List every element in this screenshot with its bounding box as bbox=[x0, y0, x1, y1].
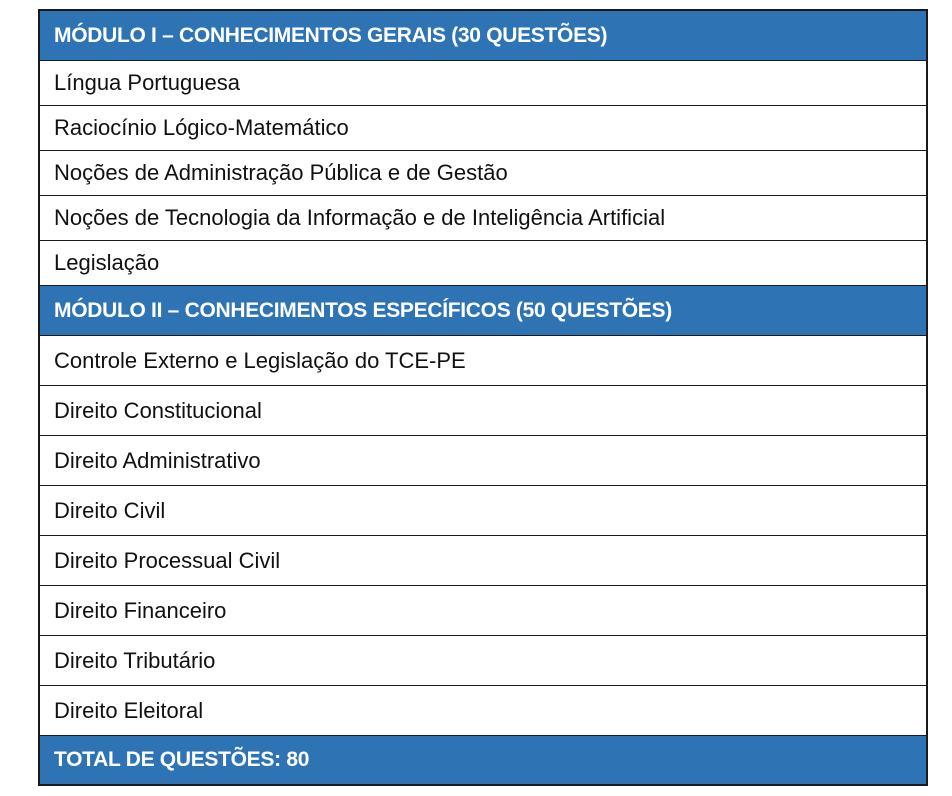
subject-row: Raciocínio Lógico-Matemático bbox=[40, 105, 926, 150]
subject-row: Direito Civil bbox=[40, 485, 926, 535]
subject-row: Controle Externo e Legislação do TCE-PE bbox=[40, 335, 926, 385]
subject-row: Noções de Administração Pública e de Gestão bbox=[40, 150, 926, 195]
subject-row: Direito Eleitoral bbox=[40, 685, 926, 735]
subject-row: Direito Financeiro bbox=[40, 585, 926, 635]
subject-row: Legislação bbox=[40, 240, 926, 285]
module-1-header: MÓDULO I – CONHECIMENTOS GERAIS (30 QUESTÕES) bbox=[40, 11, 926, 60]
total-questions-footer: TOTAL DE QUESTÕES: 80 bbox=[40, 735, 926, 784]
subject-row: Direito Constitucional bbox=[40, 385, 926, 435]
subject-row: Direito Tributário bbox=[40, 635, 926, 685]
exam-subjects-table bbox=[38, 9, 928, 786]
subject-row: Língua Portuguesa bbox=[40, 60, 926, 105]
subject-row: Noções de Tecnologia da Informação e de Inteligência Artificial bbox=[40, 195, 926, 240]
subject-row: Direito Processual Civil bbox=[40, 535, 926, 585]
subject-row: Direito Administrativo bbox=[40, 435, 926, 485]
module-2-header: MÓDULO II – CONHECIMENTOS ESPECÍFICOS (50 QUESTÕES) bbox=[40, 285, 926, 335]
